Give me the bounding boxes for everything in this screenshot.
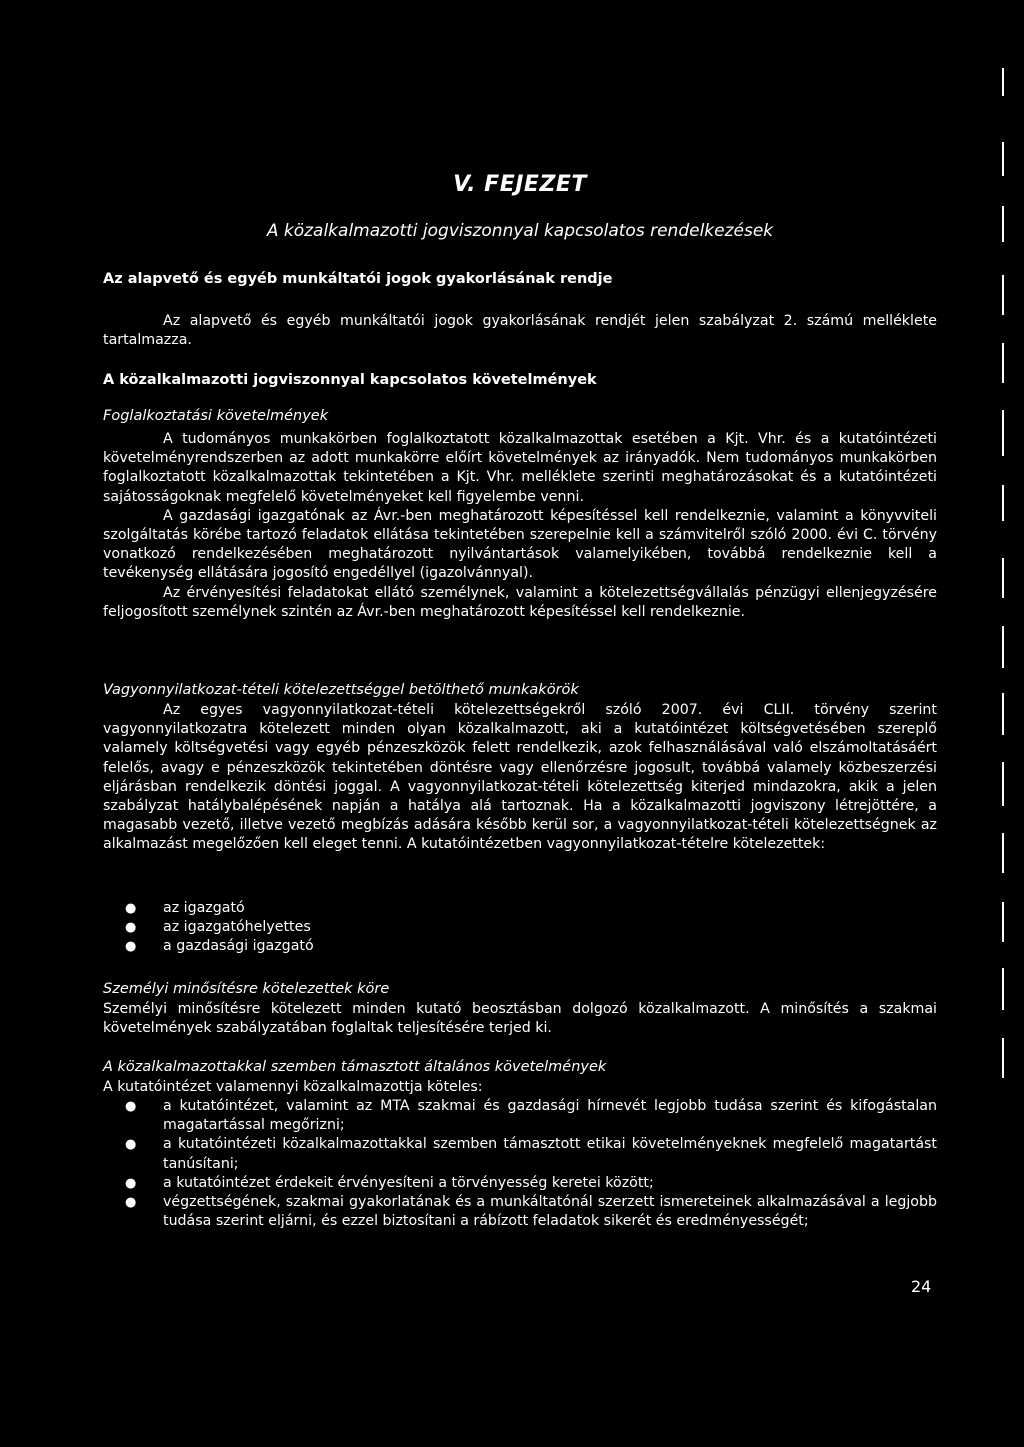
list-item: ● a kutatóintézet érdekeit érvényesíteni a törvényesség keretei között; bbox=[103, 1174, 937, 1193]
subheading-asset-declaration: Vagyonnyilatkozat-tételi kötelezettséggel betölthető munkakörök bbox=[103, 682, 579, 698]
scan-edge-marks bbox=[1002, 0, 1008, 1447]
bullet-list-declarants bbox=[103, 899, 937, 957]
list-item: ● a gazdasági igazgató bbox=[103, 937, 937, 956]
section-heading-requirements: A közalkalmazotti jogviszonnyal kapcsolatos követelmények bbox=[103, 372, 597, 388]
paragraph-rights bbox=[103, 312, 937, 350]
section-heading-rights: Az alapvető és egyéb munkáltatói jogok gyakorlásának rendje bbox=[103, 271, 613, 287]
bullet-icon: ● bbox=[125, 1195, 137, 1211]
bullet-icon: ● bbox=[125, 901, 137, 916]
paragraph-text: A kutatóintézet valamennyi közalkalmazottja köteles: bbox=[103, 1079, 483, 1095]
paragraph-qualification bbox=[103, 1000, 937, 1038]
list-item: ● az igazgatóhelyettes bbox=[103, 918, 937, 937]
bullet-list-obligations bbox=[103, 1097, 937, 1231]
list-item: ● az igazgató bbox=[103, 899, 937, 918]
paragraph-employment bbox=[103, 430, 937, 622]
paragraph-text: Az alapvető és egyéb munkáltatói jogok gyakorlásának rendjét jelen szabályzat 2. számú melléklete tartalmazza. bbox=[103, 313, 937, 349]
paragraph-text: Személyi minősítésre kötelezett minden kutató beosztásban dolgozó közalkalmazott. A minősítés a szakmai követelmények szabályzatában foglaltak teljesítésére terjed ki. bbox=[103, 1001, 937, 1037]
chapter-subtitle: A közalkalmazotti jogviszonnyal kapcsolatos rendelkezések bbox=[266, 221, 774, 241]
chapter-title: V. FEJEZET bbox=[453, 172, 587, 197]
paragraph-text: A tudományos munkakörben foglalkoztatott közalkalmazottak esetében a Kjt. Vhr. és a kutatóintézeti követelményrendszerben az adott munkakörre előírt követelmények az irányadók. Nem tudományos munkakörben foglalkoztatott közalkalmazottak tekintetében a Kjt. Vhr. melléklete szerinti meghatározásokat és a kutatóintézeti sajátosságoknak megfelelő követelményeket kell figyelembe venni. bbox=[103, 431, 937, 505]
bullet-icon: ● bbox=[125, 1099, 137, 1114]
subheading-general-requirements: A közalkalmazottakkal szemben támasztott általános követelmények bbox=[103, 1059, 607, 1075]
paragraph-asset-declaration bbox=[103, 701, 937, 855]
subheading-employment: Foglalkoztatási követelmények bbox=[103, 408, 329, 424]
list-item: ● a kutatóintézeti közalkalmazottakkal szemben támasztott etikai követelményeknek megfelelő magatartást tanúsítani; bbox=[125, 1136, 937, 1172]
paragraph-text: Az érvényesítési feladatokat ellátó személynek, valamint a kötelezettségvállalás pénzügyi ellenjegyzésére feljogosított személynek szintén az Ávr.-ben meghatározott képesítéssel kell rendelkeznie. bbox=[103, 584, 937, 620]
bullet-icon: ● bbox=[125, 1175, 137, 1191]
list-item: ● végzettségének, szakmai gyakorlatának és a munkáltatónál szerzett ismereteinek alkalmazásával a legjobb tudása szerint eljárni, és ezzel biztosítani a rábízott feladatok sikerét és eredményességét; bbox=[125, 1194, 937, 1230]
paragraph-text: Az egyes vagyonnyilatkozat-tételi kötelezettségekről szóló 2007. évi CLII. törvény szerint vagyonnyilatkozatra kötelezett minden olyan közalkalmazott, aki a kutatóintézet költségvetésében szereplő valamely költségvetési vagy egyéb pénzeszközök felett rendelkezik, azok felhasználásával való elszámoltatásáért felelős, avagy e pénzeszközök tekintetében döntésre vagy ellenőrzésre jogosult, továbbá valamely közbeszerzési eljárásban rendelkezik döntési joggal. A vagyonnyilatkozat-tételi kötelezettség kiterjed mindazokra, akik a jelen szabályzat hatálybalépésének napján a hatálya alá tartoznak. Ha a közalkalmazotti jogviszony létrejöttére, a magasabb vezető, illetve vezető megbízás adására később kerül sor, a vagyonnyilatkozat-tételi kötelezettségnek az alkalmazást megelőzően kell eleget tenni. A kutatóintézetben vagyonnyilatkozat-tételre kötelezettek: bbox=[103, 702, 937, 853]
subheading-qualification: Személyi minősítésre kötelezettek köre bbox=[103, 981, 390, 997]
bullet-icon: ● bbox=[125, 920, 137, 936]
bullet-icon: ● bbox=[125, 939, 137, 955]
list-item: ● a kutatóintézet, valamint az MTA szakmai és gazdasági hírnevét legjobb tudása szerint és kifogástalan magatartással megőrizni; bbox=[125, 1098, 937, 1134]
paragraph-general-intro bbox=[103, 1078, 937, 1097]
paragraph-text: A gazdasági igazgatónak az Ávr.-ben meghatározott képesítéssel kell rendelkeznie, valamint a könyvviteli szolgáltatás körébe tartozó feladatok ellátása tekintetében szerepelnie kell a számvitelről szóló 2000. évi C. törvény vonatkozó rendelkezésében meghatározott nyilvántartások valamelyikében, továbbá rendelkeznie kell a tevékenység ellátására jogosító engedéllyel (igazolvánnyal). bbox=[103, 507, 937, 582]
page-number: 24 bbox=[911, 1277, 932, 1296]
bullet-icon: ● bbox=[125, 1137, 137, 1153]
